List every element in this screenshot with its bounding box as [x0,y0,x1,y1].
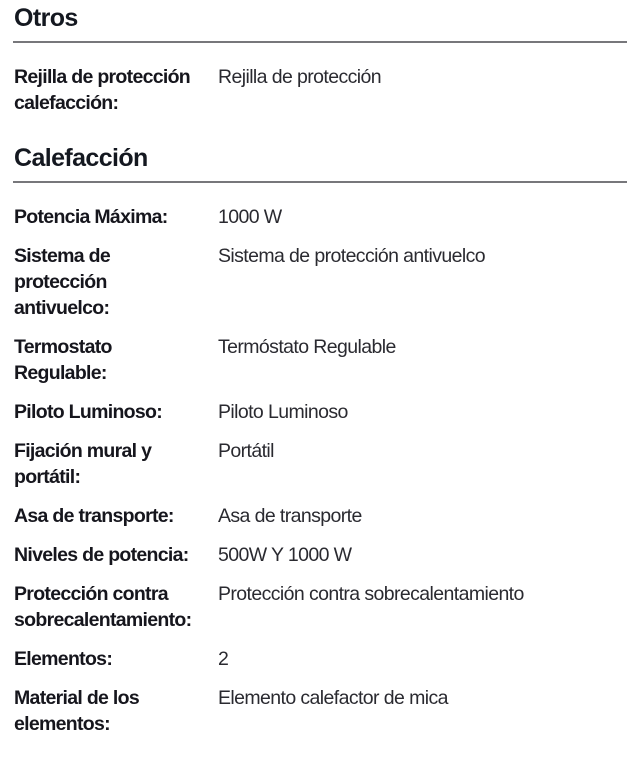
spec-label: Material de los elementos: [14,687,139,735]
spec-label: Elementos: [14,648,113,670]
section-title-calefaccion: Calefacción [14,144,148,172]
spec-label: Niveles de potencia: [14,544,189,566]
spec-label: Termostato Regulable: [14,336,112,384]
spec-value: Protección contra sobrecalentamiento [218,583,524,605]
spec-value: Piloto Luminoso [218,401,348,423]
spec-value: Asa de transporte [218,505,362,527]
spec-label: Sistema de protección antivuelco: [14,245,110,319]
spec-value: Sistema de protección antivuelco [218,245,485,267]
spec-value: Elemento calefactor de mica [218,687,448,709]
spec-value: 1000 W [218,206,282,228]
spec-label: Protección contra sobrecalentamiento: [14,583,192,631]
spec-label: Piloto Luminoso: [14,401,163,423]
spec-label: Fijación mural y portátil: [14,440,152,488]
spec-value: Termóstato Regulable [218,336,396,358]
spec-label: Potencia Máxima: [14,206,168,228]
spec-value: Portátil [218,440,274,462]
spec-label: Asa de transporte: [14,505,174,527]
section-divider [13,181,627,183]
spec-label: Rejilla de protección calefacción: [14,66,191,114]
spec-value: 500W Y 1000 W [218,544,352,566]
spec-value: Rejilla de protección [218,66,381,88]
spec-value: 2 [218,648,229,670]
section-title-otros: Otros [14,4,78,32]
section-divider [13,41,627,43]
